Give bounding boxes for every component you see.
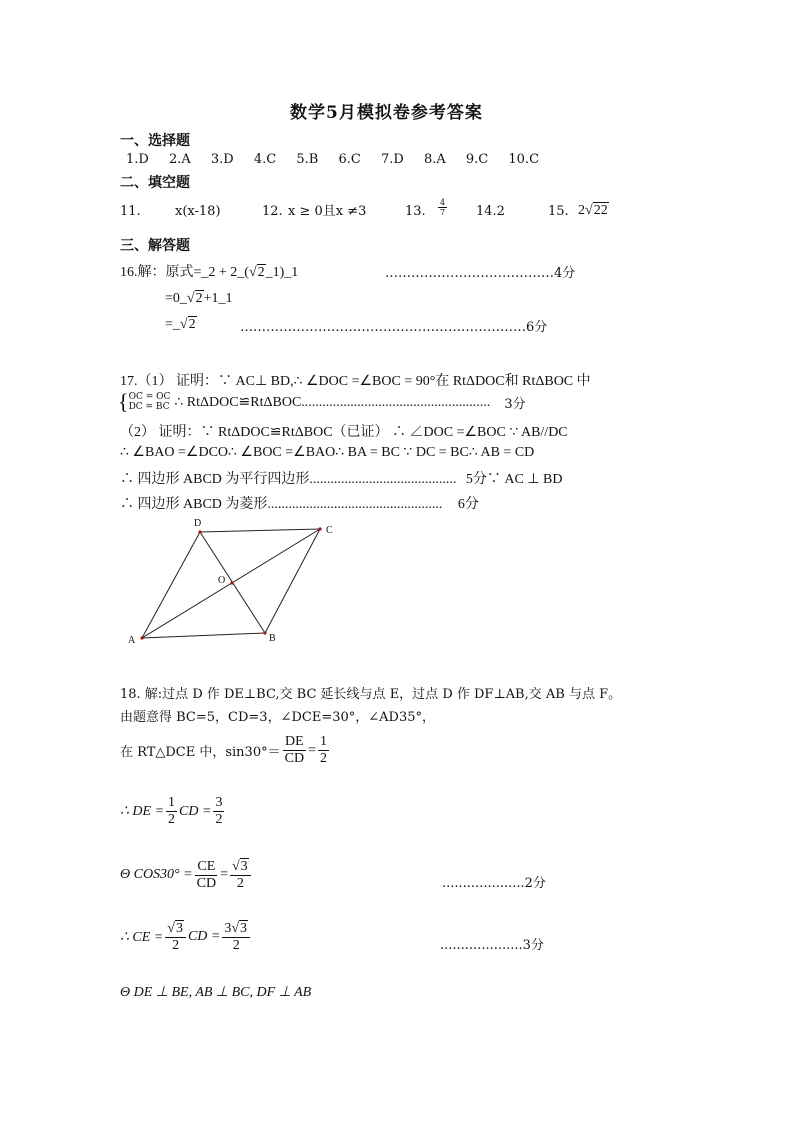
- fraction-denominator: 2: [319, 751, 327, 767]
- q18-sin-text: 在 RT△DCE 中，sin30°＝: [120, 745, 281, 761]
- equals-sign: =: [308, 742, 316, 758]
- q18-line4: [120, 795, 226, 828]
- q18-de-text: ∴ DE =: [120, 804, 165, 820]
- radicand: 2: [257, 265, 265, 280]
- q16-expr-post: _1)_1: [265, 265, 299, 280]
- fraction-denominator: CD: [196, 875, 217, 891]
- q18-ce-text: ∴ CE =: [120, 929, 164, 945]
- section-heading-solve: 三、解答题: [120, 238, 190, 254]
- q18-score-dots-2: ....................2分: [442, 876, 546, 891]
- choice-answer: 1.D: [126, 152, 149, 167]
- q18-line6: [120, 920, 252, 954]
- brace-condition-bottom: DC = BC: [128, 402, 170, 412]
- q16-expr-pre: 16.解：原式=_2 + 2_(: [120, 265, 249, 280]
- choice-answer: 4.C: [253, 152, 277, 167]
- q17-line1: 17.（1） 证明：∵ AC⊥ BD,∴ ∠DOC =∠BOC = 90°在 RtΔDOC和 RtΔBOC 中: [120, 374, 591, 389]
- rhombus-figure: [120, 515, 350, 650]
- sqrt-icon: √: [167, 921, 175, 936]
- label-c: C: [326, 525, 333, 536]
- q17-line2: [118, 389, 526, 414]
- radicand: 2: [188, 317, 196, 332]
- radical-coefficient: 2: [578, 203, 585, 218]
- fill-q12-number: 12.: [262, 204, 283, 219]
- fraction-numerator: [230, 858, 251, 876]
- q16-expr-pre: =_: [165, 317, 180, 332]
- choice-answer: 8.A: [423, 152, 446, 167]
- label-b: B: [269, 633, 276, 644]
- fraction-numerator: CE: [195, 859, 217, 876]
- q16-expr-post: +1_1: [203, 291, 233, 306]
- fill-q11-number: 11.: [120, 204, 141, 219]
- fraction-denominator: 2: [168, 812, 176, 828]
- q18-line1: 18. 解:过点 D 作 DE⊥BC,交 BC 延长线与点 E，过点 D 作 DF⊥AB,交 AB 与点 F。: [120, 687, 622, 702]
- fraction-denominator: CD: [284, 751, 305, 767]
- choice-answer: 2.A: [168, 152, 191, 167]
- point-b: [263, 631, 266, 634]
- q17-line3: （2） 证明：∵ RtΔDOC≌RtΔBOC（已证） ∴ ∠DOC =∠BOC ∵ AB//DC: [120, 425, 568, 440]
- sqrt-icon: √: [186, 291, 195, 306]
- radicand: 3: [175, 921, 183, 936]
- fill-q14: 14.2: [476, 204, 505, 219]
- fill-q12-answer: x ≥ 0且x ≠3: [288, 204, 367, 219]
- q16-score-dots-2: …………………………………………………………6分: [240, 320, 548, 335]
- fill-q13-fraction: [436, 198, 449, 217]
- fraction-denominator: 7: [440, 208, 446, 218]
- brace-condition-top: OC = OC: [128, 392, 171, 402]
- fill-q15-number: 15.: [548, 204, 569, 219]
- edge-bc: [265, 529, 320, 633]
- fraction-numerator: 1: [166, 795, 177, 812]
- fill-q15-answer: [578, 202, 609, 219]
- fraction-denominator: 2: [232, 938, 240, 954]
- q17-congruence: ∴ RtΔDOC≌RtΔBOC......................................................: [174, 394, 491, 410]
- q18-line3: [120, 734, 331, 767]
- label-o: O: [218, 575, 226, 586]
- q16-line3: [165, 316, 197, 333]
- point-o: [230, 581, 233, 584]
- q17-score-5: 5分∵ AC ⊥ BD: [465, 472, 563, 487]
- radical-coefficient: 3: [224, 921, 232, 936]
- radicand: 22: [593, 203, 608, 218]
- q17-line5: [120, 468, 563, 488]
- choice-answer: 6.C: [338, 152, 361, 167]
- brace-conditions: [129, 392, 171, 412]
- left-brace-icon: {: [118, 389, 129, 414]
- q16-line1: [120, 261, 298, 281]
- edge-ab: [142, 633, 265, 638]
- edge-da: [142, 532, 200, 638]
- page-title: 数学5月模拟卷参考答案: [290, 103, 483, 123]
- q18-line5: [120, 858, 253, 892]
- choice-answer: 7.D: [380, 152, 404, 167]
- point-a: [140, 636, 143, 639]
- sqrt-icon: √: [248, 265, 257, 280]
- label-d: D: [194, 518, 202, 529]
- q16-line2: [165, 290, 233, 307]
- fraction-denominator: 2: [236, 876, 244, 892]
- section-heading-choice: 一、选择题: [120, 133, 190, 149]
- fraction-numerator: DE: [283, 734, 306, 751]
- q17-rhombus: ∴ 四边形 ABCD 为菱形..................................................: [120, 497, 443, 512]
- radicand: 3: [240, 859, 248, 874]
- q17-parallelogram: ∴ 四边形 ABCD 为平行四边形..........................................: [120, 472, 457, 487]
- fill-q11-answer: x(x-18): [175, 204, 221, 219]
- radicand: 3: [240, 921, 248, 936]
- choice-answers-row: [126, 152, 555, 167]
- fraction-denominator: 2: [215, 812, 223, 828]
- label-a: A: [128, 635, 136, 646]
- q18-line2: 由题意得 BC=5，CD=3，∠DCE=30°，∠AD35°，: [120, 710, 436, 725]
- point-d: [198, 530, 201, 533]
- q16-expr-pre: =0_: [165, 291, 187, 306]
- choice-answer: 10.C: [508, 152, 540, 167]
- radicand: 2: [195, 291, 203, 306]
- fill-q13-number: 13.: [405, 204, 426, 219]
- point-c: [318, 527, 321, 530]
- fraction-numerator: 3: [213, 795, 224, 812]
- q17-score-3: 3分: [504, 396, 526, 412]
- equals-sign: =: [220, 867, 228, 883]
- q17-line4: ∴ ∠BAO =∠DCO∴ ∠BOC =∠BAO∴ BA = BC ∵ DC = BC∴ AB = CD: [120, 445, 535, 460]
- q17-line6: [120, 493, 479, 513]
- fraction-numerator: 4: [440, 198, 446, 207]
- q17-score-6: 6分: [457, 497, 479, 512]
- q18-cos-text: Θ COS30° =: [120, 867, 193, 883]
- sqrt-icon: √: [231, 921, 240, 936]
- q18-score-dots-3: ....................3分: [440, 938, 544, 953]
- q18-cd-text: CD =: [187, 929, 221, 945]
- sqrt-icon: √: [585, 203, 593, 218]
- choice-answer: 9.C: [465, 152, 489, 167]
- edge-cd: [200, 529, 320, 532]
- sqrt-icon: √: [231, 859, 240, 874]
- q18-cd-text: CD =: [179, 803, 212, 819]
- fraction-denominator: 2: [172, 938, 180, 954]
- q16-score-dots-1: …………………………………4分: [385, 266, 576, 281]
- q18-line7: Θ DE ⊥ BE, AB ⊥ BC, DF ⊥ AB: [120, 985, 312, 1000]
- fraction-numerator: [165, 920, 186, 938]
- sqrt-icon: √: [179, 317, 188, 332]
- fraction-numerator: 1: [318, 734, 329, 751]
- section-heading-fill: 二、填空题: [120, 175, 190, 191]
- choice-answer: 5.B: [296, 152, 319, 167]
- fraction-numerator: [222, 920, 250, 938]
- choice-answer: 3.D: [210, 152, 234, 167]
